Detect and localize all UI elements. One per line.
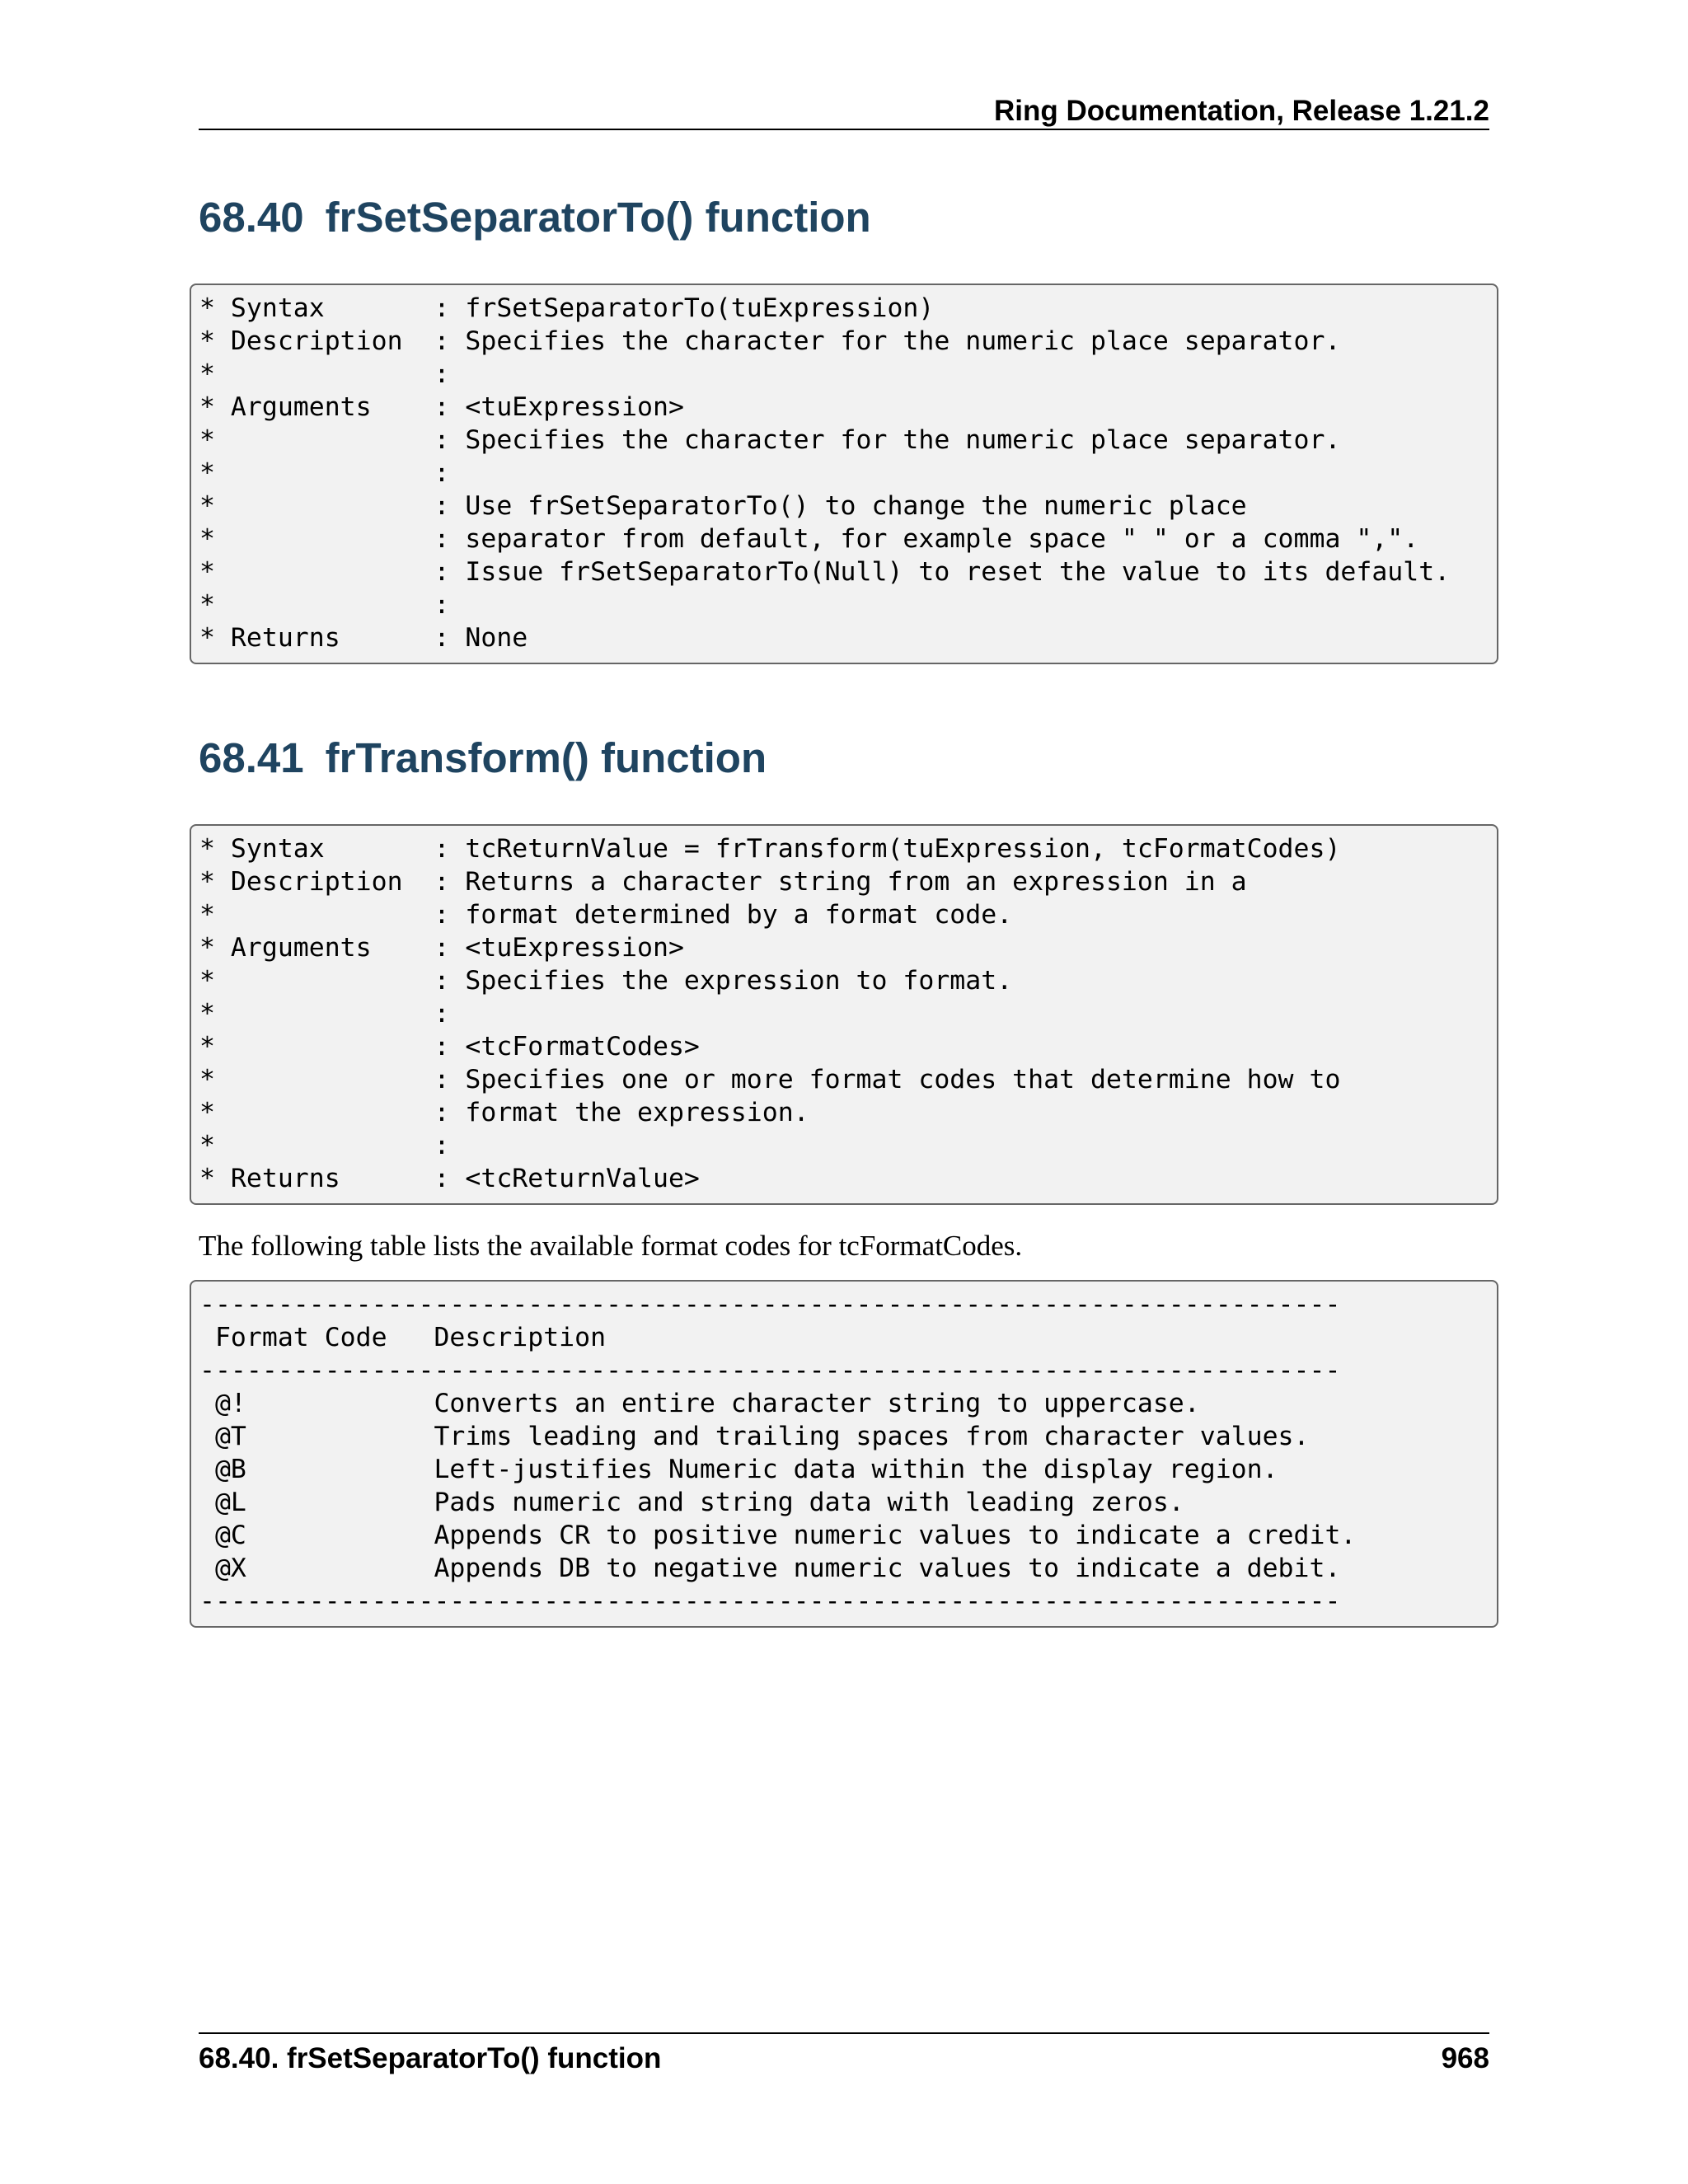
format-codes-intro: The following table lists the available format codes for tcFormatCodes. <box>199 1230 1023 1262</box>
section-number: 68.41 <box>199 734 304 781</box>
format-codes-table-block <box>190 1280 1498 1628</box>
footer-section-title: 68.40. frSetSeparatorTo() function <box>199 2042 662 2074</box>
page-number: 968 <box>1441 2042 1489 2074</box>
section-number: 68.40 <box>199 194 304 241</box>
section-heading-68-40 <box>199 193 871 242</box>
code-block-frtransform <box>190 824 1498 1205</box>
section-heading-68-41 <box>199 733 767 783</box>
format-codes-table-text: ------------------------------------------------------------------------- Format Code Description ------------------------------------------------------------------------- @! Converts an entire character string to uppercase. @T Trims leading and trailing spaces from character values. @B Left-justifies Numeric data within the display region. @L Pads numeric and string data with leading zeros. @C Appends CR to positive numeric values to indicate a credit. @X Appends DB to negative numeric values to indicate a debit. ------------------------------------------------------------------------- <box>199 1290 1357 1616</box>
section-title: frTransform() function <box>325 734 767 781</box>
code-block-frsetseparatorto <box>190 284 1498 664</box>
running-header: Ring Documentation, Release 1.21.2 <box>199 92 1489 130</box>
section-title: frSetSeparatorTo() function <box>325 194 871 241</box>
code-text: * Syntax : frSetSeparatorTo(tuExpression) * Description : Specifies the character for the numeric place separator. * : * Arguments : <tuExpression> * : Specifies the character for the numeric place separator. * : * : Use frSetSeparatorTo() to change the numeric place * : separator from default, for example space " " or a comma ",". * : Issue frSetSeparatorTo(Null) to reset the value to its default. * : * Returns : None <box>199 293 1451 653</box>
running-footer <box>199 2032 1489 2077</box>
code-text: * Syntax : tcReturnValue = frTransform(tuExpression, tcFormatCodes) * Description : Returns a character string from an expression in a * : format determined by a format code. * Arguments : <tuExpression> * : Specifies the expression to format. * : * : <tcFormatCodes> * : Specifies one or more format codes that determine how to * : format the expression. * : * Returns : <tcReturnValue> <box>199 834 1341 1193</box>
